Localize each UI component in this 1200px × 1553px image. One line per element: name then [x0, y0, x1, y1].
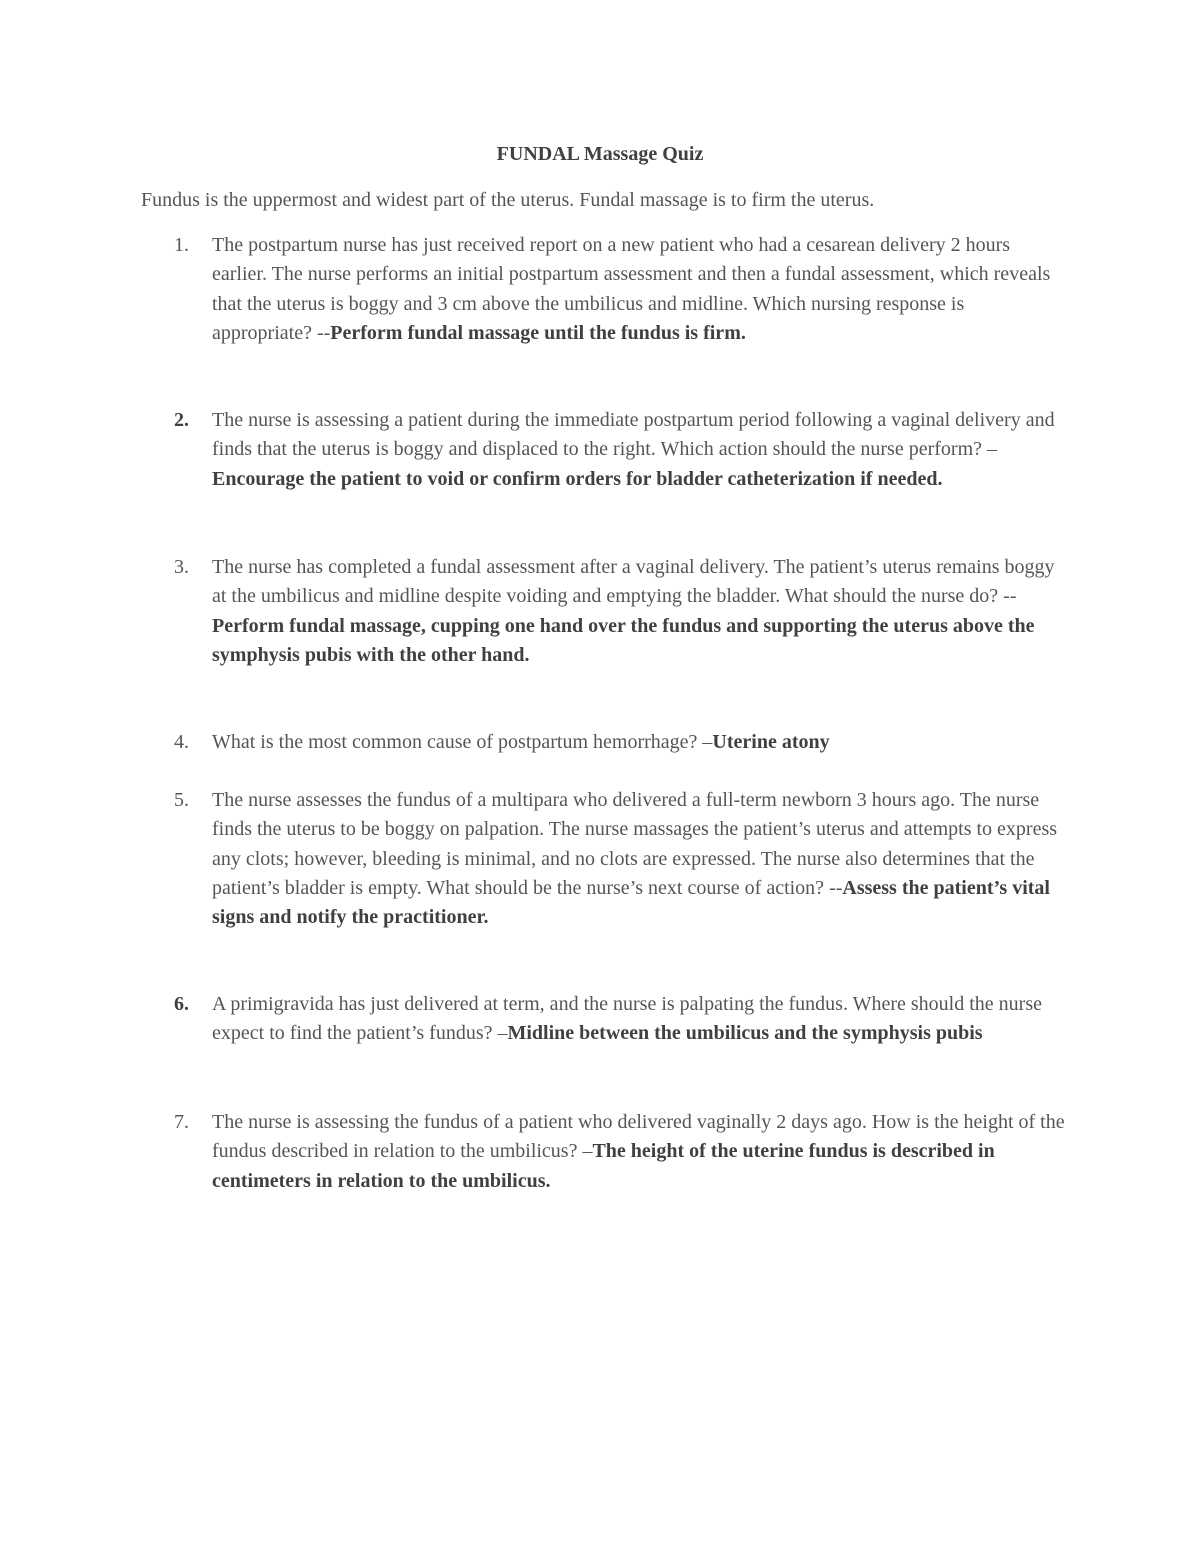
question-item-4	[141, 728, 1066, 757]
answer-separator: --	[316, 321, 331, 344]
answer-separator: –	[497, 1022, 508, 1045]
question-number: 2.	[174, 409, 189, 431]
question-item-2	[141, 406, 1066, 494]
question-number: 5.	[174, 789, 189, 811]
question-body	[212, 406, 1066, 494]
question-body	[212, 231, 1066, 348]
intro-paragraph: Fundus is the uppermost and widest part of the uterus. Fundal massage is to firm the uterus.	[141, 189, 875, 211]
answer-separator: –	[987, 438, 998, 461]
question-text: The nurse has completed a fundal assessment after a vaginal delivery. The patient’s uterus remains boggy at the umbilicus and midline despite voiding and emptying the bladder. What should the nurse do?	[212, 556, 1055, 608]
question-text: The postpartum nurse has just received report on a new patient who had a cesarean delivery 2 hours earlier. The nurse performs an initial postpartum assessment and then a fundal assessment, which reveals that the uterus is boggy and 3 cm above the umbilicus and midline. Which nursing response is appropriate?	[212, 234, 1051, 344]
question-item-7	[141, 1108, 1066, 1196]
question-number: 4.	[174, 731, 189, 753]
question-item-5	[141, 786, 1066, 932]
answer-text: Perform fundal massage until the fundus is firm.	[330, 321, 746, 344]
question-text: The nurse is assessing the fundus of a patient who delivered vaginally 2 days ago. How is the height of the fundus described in relation to the umbilicus?	[212, 1111, 1065, 1163]
question-body	[212, 728, 1066, 757]
question-item-1	[141, 231, 1066, 348]
answer-text: Encourage the patient to void or confirm orders for bladder catheterization if needed.	[212, 467, 943, 490]
question-text: The nurse is assessing a patient during the immediate postpartum period following a vaginal delivery and finds that the uterus is boggy and displaced to the right. Which action should the nurse perform?	[212, 409, 1055, 461]
question-body	[212, 1108, 1066, 1196]
answer-text: Midline between the umbilicus and the symphysis pubis	[507, 1022, 983, 1045]
answer-separator: –	[582, 1140, 593, 1163]
question-number: 7.	[174, 1111, 189, 1133]
question-number: 6.	[174, 993, 189, 1015]
document-title: FUNDAL Massage Quiz	[496, 143, 704, 165]
answer-separator: –	[702, 731, 713, 753]
question-text: A primigravida has just delivered at term, and the nurse is palpating the fundus. Where should the nurse expect to find the patient’s fundus?	[212, 993, 1042, 1045]
question-item-3	[141, 553, 1066, 670]
answer-text: Perform fundal massage, cupping one hand over the fundus and supporting the uterus above the symphysis pubis with the other hand.	[212, 614, 1035, 666]
question-number: 1.	[174, 234, 189, 256]
answer-separator: --	[1003, 585, 1017, 608]
answer-separator: --	[829, 876, 843, 899]
question-text: What is the most common cause of postpartum hemorrhage?	[212, 731, 703, 753]
question-body	[212, 990, 1066, 1049]
question-body	[212, 553, 1066, 670]
question-body	[212, 786, 1066, 932]
answer-text: Uterine atony	[712, 731, 830, 753]
answer-text: The height of the uterine fundus is described in centimeters in relation to the umbilicus.	[212, 1140, 995, 1192]
answer-text: Assess the patient’s vital signs and notify the practitioner.	[212, 876, 1050, 929]
question-text: The nurse assesses the fundus of a multipara who delivered a full-term newborn 3 hours ago. The nurse finds the uterus to be boggy on palpation. The nurse massages the patient’s uterus and attempts to express any clots; however, bleeding is minimal, and no clots are expressed. The nurse also determines that the patient’s bladder is empty. What should be the nurse’s next course of action?	[212, 789, 1058, 899]
question-item-6	[141, 990, 1066, 1049]
question-number: 3.	[174, 556, 189, 578]
